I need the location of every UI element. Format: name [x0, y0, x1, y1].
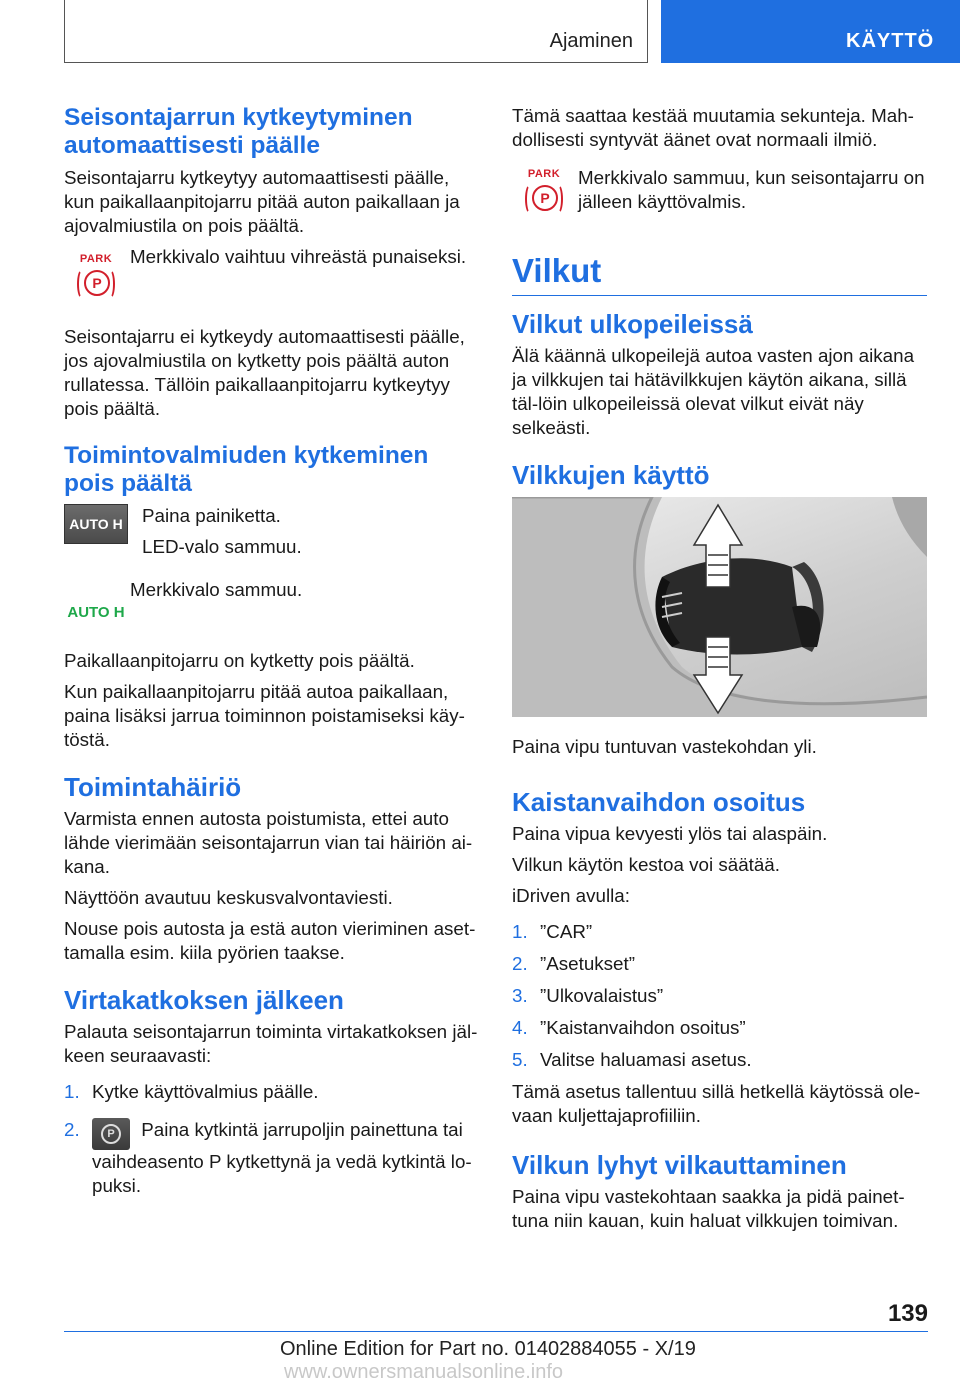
para-not-auto: Seisontajarru ei kytkeydy automaattisesti päälle, jos ajovalmiustila on kytketty pois päältä auton rullatessa. Tällöin paikallaanpitojarru kytkeytyy pois päältä. [64, 326, 465, 419]
heading-rule [512, 295, 927, 296]
para-fault-2: Näyttöön avautuu keskusvalvontaviesti. [64, 887, 393, 908]
para-light-red: Merkkivalo vaihtuu vihreästä punaiseksi. [130, 246, 467, 267]
heading-vilkut: Vilkut [512, 252, 602, 289]
para-power-loss: Palauta seisontajarrun toiminta virtakatkoksen jäl-keen seuraavasti: [64, 1021, 478, 1066]
turn-signal-lever-illustration [512, 497, 927, 717]
list-item: 1. ”CAR” [512, 921, 593, 942]
para-fault-3: Nouse pois autosta ja estä auton vieriminen aset-tamalla esim. kiila pyörien taakse. [64, 918, 476, 963]
list-item: 1. Kytke käyttövalmius päälle. [64, 1081, 319, 1102]
para-lane-2: Vilkun käytön kestoa voi säätää. [512, 854, 780, 875]
para-light-off: Merkkivalo sammuu. [130, 579, 303, 600]
autoh-button-row [64, 504, 479, 566]
para-lane-3: iDriven avulla: [512, 885, 630, 906]
park-brake-icon: PARK P [524, 168, 564, 216]
para-lane-1: Paina vipua kevyesti ylös tai alaspäin. [512, 823, 828, 844]
lever-drawing [512, 497, 927, 717]
autoh-button-icon: AUTO H [64, 504, 128, 544]
right-column [512, 104, 927, 1240]
autoh-indicator-icon: AUTO H [67, 604, 125, 621]
heading-power-loss: Virtakatkoksen jälkeen [64, 985, 344, 1015]
para-short-flash: Paina vipu vastekohtaan saakka ja pidä painet-tuna niin kauan, kuin haluat vilkkujen toimivan. [512, 1186, 905, 1231]
list-item: 2. P Paina kytkintä jarrupoljin painettuna tai vaihdeasento P kytkettynä ja vedä kytkintä lo-puksi. [64, 1119, 472, 1196]
para-saved: Tämä asetus tallentuu sillä hetkellä käytössä ole-vaan kuljettajaprofiiliin. [512, 1081, 921, 1126]
power-steps-list [64, 1080, 479, 1198]
header-chapter-tab [661, 0, 960, 63]
para-light-ready: Merkkivalo sammuu, kun seisontajarru on jälleen käyttövalmis. [578, 167, 925, 212]
list-item: 3. ”Ulkovalaistus” [512, 985, 664, 1006]
park-indicator-row [64, 245, 479, 301]
para-wait: Tämä saattaa kestää muutamia sekunteja. Mah-dollisesti syntyvät äänet ovat normaali ilmiö. [512, 105, 914, 150]
left-column [64, 104, 479, 1206]
heading-readiness-off: Toimintovalmiuden kytkeminen pois päältä [64, 442, 429, 497]
para-lever: Paina vipu tuntuvan vastekohdan yli. [512, 736, 817, 757]
para-fault-1: Varmista ennen autosta poistumista, ettei auto lähde vierimään seisontajarrun vian tai häiriön ai-kana. [64, 808, 473, 877]
park-ready-row [512, 166, 927, 221]
heading-lane-change: Kaistanvaihdon osoitus [512, 787, 806, 817]
park-brake-icon: PARK P [76, 253, 116, 301]
parking-brake-switch-icon: P [92, 1118, 130, 1150]
heading-short-flash: Vilkun lyhyt vilkauttaminen [512, 1150, 847, 1180]
list-item: 5. Valitse haluamasi asetus. [512, 1049, 752, 1070]
heading-auto-on: Seisontajarrun kytkeytyminen automaattisesti päälle [64, 104, 413, 159]
list-item: 4. ”Kaistanvaihdon osoitus” [512, 1017, 746, 1038]
heading-use: Vilkkujen käyttö [512, 460, 710, 490]
autoh-indicator-row [64, 578, 479, 621]
heading-mirrors: Vilkut ulkopeileissä [512, 309, 753, 339]
heading-fault: Toimintahäiriö [64, 772, 242, 802]
para-mirrors: Älä käännä ulkopeilejä autoa vasten ajon aikana ja vilkkujen tai hätävilkkujen käytön aikana, sillä täl-löin ulkopeileissä olevat vilkut eivät näy selkeästi. [512, 345, 915, 438]
footer-rule [64, 1331, 928, 1332]
para-led-off: LED-valo sammuu. [142, 536, 302, 557]
footer-watermark: www.ownersmanualsonline.info [284, 1361, 564, 1383]
header-section-label: Ajaminen [549, 30, 633, 52]
list-item: 2. ”Asetukset” [512, 953, 635, 974]
para-hold-brake: Kun paikallaanpitojarru pitää autoa paikallaan, paina lisäksi jarrua toiminnon poistamiseksi käy-töstä. [64, 681, 465, 750]
para-press-button: Paina painiketta. [142, 505, 281, 526]
header-chapter-label: KÄYTTÖ [846, 30, 935, 52]
para-auto-on: Seisontajarru kytkeytyy automaattisesti päälle, kun paikallaanpitojarru pitää auton paikallaan ja ajovalmiustila on pois päältä. [64, 167, 460, 236]
para-hold-off: Paikallaanpitojarru on kytketty pois päältä. [64, 650, 415, 671]
idrive-steps-list [512, 920, 927, 1072]
footer-edition: Online Edition for Part no. 01402884055 - X/19 www.ownersmanualsonline.info [280, 1338, 696, 1383]
page-number: 139 [887, 1300, 928, 1327]
header-section-tab [64, 0, 648, 63]
